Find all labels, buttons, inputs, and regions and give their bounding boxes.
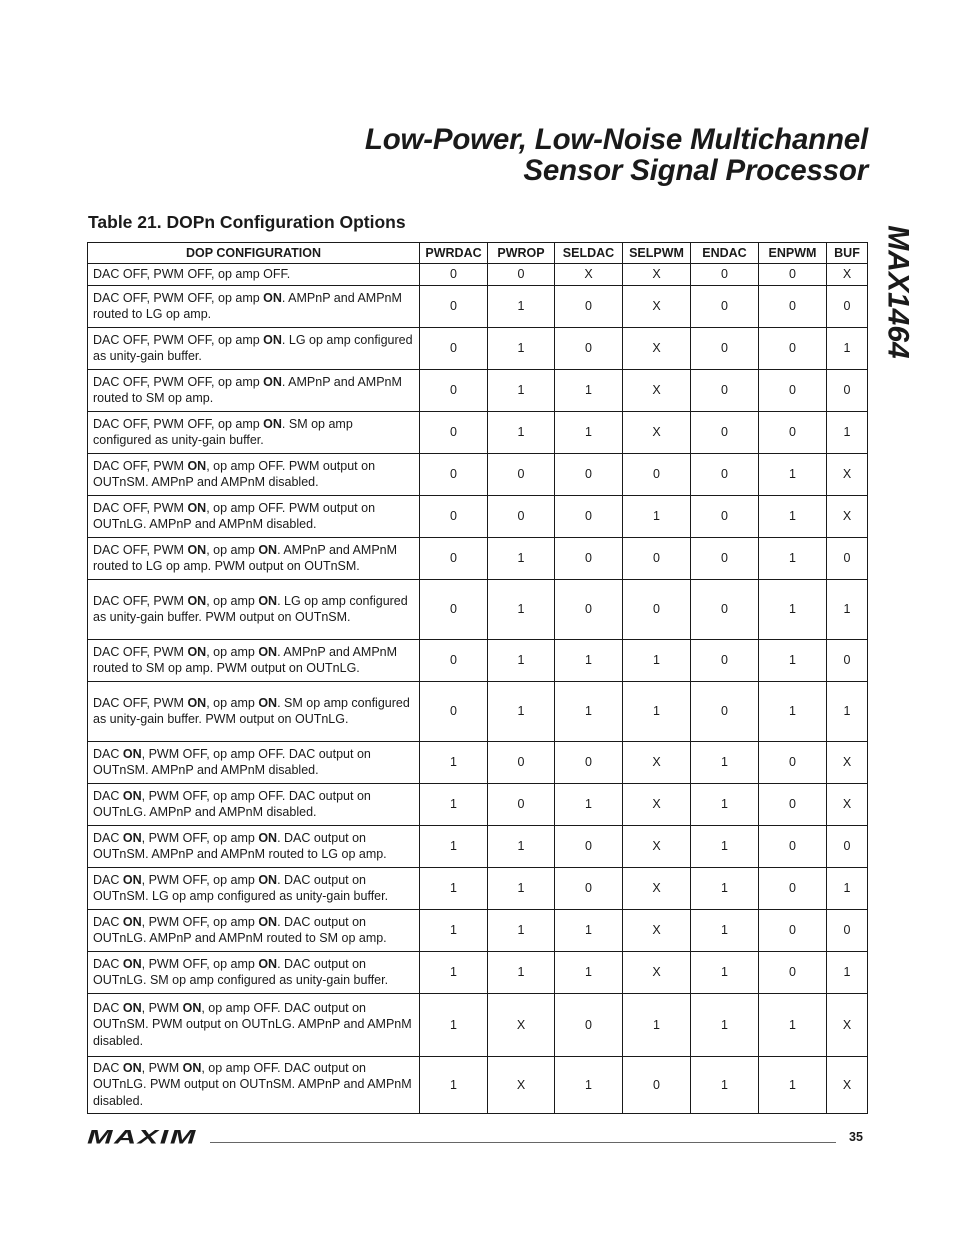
row-value: 0 (488, 495, 555, 537)
row-value: 1 (420, 825, 488, 867)
table-row (88, 285, 868, 327)
row-value: X (488, 993, 555, 1056)
row-description (88, 411, 420, 453)
description-text: DAC OFF, PWM OFF, op amp (93, 290, 264, 305)
description-emphasis: ON (122, 830, 142, 845)
table-row (88, 993, 868, 1056)
description-emphasis: ON (263, 332, 282, 347)
row-value: 0 (691, 453, 759, 495)
row-value: 1 (691, 909, 759, 951)
row-value: 0 (759, 951, 827, 993)
description-emphasis: ON (182, 1000, 202, 1015)
row-value: 0 (827, 825, 868, 867)
row-description (88, 264, 420, 286)
description-emphasis: ON (263, 374, 282, 389)
row-value: 1 (759, 681, 827, 741)
description-text: . AMPnP and AMPnM routed to SM op amp. (93, 374, 402, 405)
description-text: , op amp OFF. DAC output on OUTnSM. PWM output on OUTnLG. AMPnP and AMPnM disabled. (93, 1000, 412, 1048)
row-value: X (623, 951, 691, 993)
row-description (88, 495, 420, 537)
row-description (88, 825, 420, 867)
row-value: 0 (691, 327, 759, 369)
row-value: 0 (759, 741, 827, 783)
row-description (88, 327, 420, 369)
description-text: , PWM OFF, op amp (141, 830, 259, 845)
row-value: 1 (759, 579, 827, 639)
row-value: 0 (623, 579, 691, 639)
row-value: 0 (488, 741, 555, 783)
row-description (88, 537, 420, 579)
description-text: . LG op amp configured as unity-gain buffer. (93, 332, 413, 363)
row-value: 0 (623, 537, 691, 579)
row-value: 1 (759, 639, 827, 681)
row-value: 0 (420, 264, 488, 286)
row-value: 1 (555, 1056, 623, 1113)
description-emphasis: ON (122, 914, 142, 929)
row-value: 1 (420, 867, 488, 909)
description-emphasis: ON (258, 914, 278, 929)
table-row (88, 825, 868, 867)
row-value: 1 (420, 909, 488, 951)
row-value: 1 (488, 411, 555, 453)
row-value: X (827, 495, 868, 537)
description-text: . SM op amp configured as unity-gain buffer. PWM output on OUTnLG. (93, 695, 410, 726)
document-title-line-2: Sensor Signal Processor (523, 154, 868, 187)
row-value: 0 (488, 264, 555, 286)
description-text: . DAC output on OUTnSM. AMPnP and AMPnM routed to LG op amp. (93, 830, 387, 861)
row-description (88, 369, 420, 411)
row-value: 0 (420, 369, 488, 411)
table-row (88, 741, 868, 783)
description-text: DAC (93, 1000, 123, 1015)
description-emphasis: ON (122, 1060, 142, 1075)
row-value: 1 (759, 537, 827, 579)
description-emphasis: ON (122, 872, 142, 887)
row-value: X (827, 1056, 868, 1113)
description-emphasis: ON (187, 542, 207, 557)
description-text: DAC OFF, PWM (93, 458, 188, 473)
row-value: X (827, 783, 868, 825)
row-value: 1 (488, 867, 555, 909)
table-row (88, 951, 868, 993)
row-description (88, 909, 420, 951)
row-value: X (623, 909, 691, 951)
header-endac: ENDAC (691, 243, 759, 264)
row-description (88, 1056, 420, 1113)
row-value: 1 (759, 453, 827, 495)
row-value: 1 (420, 951, 488, 993)
row-value: 0 (420, 453, 488, 495)
row-value: 0 (691, 639, 759, 681)
table-body (88, 264, 868, 1114)
row-value: X (827, 453, 868, 495)
row-value: 1 (488, 327, 555, 369)
row-value: X (623, 285, 691, 327)
row-value: 0 (420, 285, 488, 327)
description-emphasis: ON (258, 872, 278, 887)
description-text: DAC OFF, PWM OFF, op amp (93, 332, 264, 347)
row-value: 1 (555, 411, 623, 453)
maxim-logo-text: MAXIM (87, 1128, 198, 1146)
description-emphasis: ON (122, 746, 142, 761)
row-value: 0 (555, 993, 623, 1056)
row-value: 1 (827, 681, 868, 741)
row-value: 0 (555, 825, 623, 867)
description-emphasis: ON (187, 500, 207, 515)
row-value: 1 (827, 411, 868, 453)
description-text: . DAC output on OUTnLG. SM op amp configured as unity-gain buffer. (93, 956, 389, 987)
row-value: 1 (691, 951, 759, 993)
header-enpwm: ENPWM (759, 243, 827, 264)
row-value: 0 (555, 285, 623, 327)
description-text: , op amp OFF. PWM output on OUTnLG. AMPnP and AMPnM disabled. (93, 500, 376, 531)
header-buf: BUF (827, 243, 868, 264)
header-pwrop: PWROP (488, 243, 555, 264)
table-row (88, 369, 868, 411)
row-value: 0 (691, 681, 759, 741)
row-value: 1 (488, 909, 555, 951)
row-value: X (623, 741, 691, 783)
description-emphasis: ON (258, 956, 278, 971)
row-value: 1 (691, 783, 759, 825)
description-emphasis: ON (258, 644, 278, 659)
row-value: 0 (420, 579, 488, 639)
description-text: DAC (93, 914, 123, 929)
row-value: 0 (827, 639, 868, 681)
description-text: DAC OFF, PWM OFF, op amp OFF. (93, 267, 291, 281)
row-value: 0 (691, 495, 759, 537)
table-row (88, 537, 868, 579)
row-description (88, 579, 420, 639)
row-description (88, 285, 420, 327)
footer-rule (210, 1142, 836, 1143)
row-description (88, 453, 420, 495)
description-text: , PWM OFF, op amp (141, 872, 259, 887)
description-text: , PWM OFF, op amp OFF. DAC output on OUTnLG. AMPnP and AMPnM disabled. (93, 788, 371, 819)
row-value: X (555, 264, 623, 286)
row-value: 0 (420, 411, 488, 453)
description-emphasis: ON (263, 416, 282, 431)
row-description (88, 783, 420, 825)
row-description (88, 681, 420, 741)
description-text: , op amp (206, 593, 259, 608)
row-value: X (623, 327, 691, 369)
row-value: 1 (827, 579, 868, 639)
row-value: 0 (827, 285, 868, 327)
row-value: 0 (827, 909, 868, 951)
row-value: X (623, 411, 691, 453)
row-value: 0 (827, 369, 868, 411)
row-value: 0 (420, 495, 488, 537)
table-row (88, 639, 868, 681)
description-text: . DAC output on OUTnLG. AMPnP and AMPnM routed to SM op amp. (93, 914, 387, 945)
row-value: 0 (759, 285, 827, 327)
row-value: 0 (759, 264, 827, 286)
row-value: 0 (488, 783, 555, 825)
row-value: 0 (759, 867, 827, 909)
row-value: 1 (623, 639, 691, 681)
description-text: , op amp (206, 644, 259, 659)
side-part-number (870, 212, 926, 372)
row-value: 0 (691, 285, 759, 327)
description-text: DAC OFF, PWM (93, 644, 188, 659)
table-row (88, 411, 868, 453)
row-value: 0 (420, 327, 488, 369)
row-value: 1 (555, 369, 623, 411)
table-row (88, 453, 868, 495)
description-emphasis: ON (122, 788, 142, 803)
row-value: 1 (759, 993, 827, 1056)
table-row (88, 867, 868, 909)
row-value: 1 (827, 951, 868, 993)
table-row (88, 495, 868, 537)
description-emphasis: ON (258, 830, 278, 845)
row-value: 1 (488, 537, 555, 579)
row-value: 1 (827, 867, 868, 909)
description-emphasis: ON (187, 458, 207, 473)
description-text: DAC (93, 872, 123, 887)
row-value: 0 (623, 1056, 691, 1113)
table-header-row (88, 243, 868, 264)
row-value: 1 (420, 741, 488, 783)
row-value: 1 (691, 825, 759, 867)
description-emphasis: ON (122, 956, 142, 971)
document-title-line-1: Low-Power, Low-Noise Multichannel (364, 123, 868, 156)
description-emphasis: ON (258, 695, 278, 710)
row-value: 1 (555, 681, 623, 741)
row-value: 1 (488, 579, 555, 639)
description-text: DAC OFF, PWM (93, 500, 188, 515)
row-value: 1 (623, 681, 691, 741)
table-row (88, 681, 868, 741)
row-value: X (827, 741, 868, 783)
description-text: . AMPnP and AMPnM routed to LG op amp. PWM output on OUTnSM. (93, 542, 398, 573)
row-value: X (827, 264, 868, 286)
table-caption: Table 21. DOPn Configuration Options (88, 212, 406, 232)
row-value: 1 (759, 495, 827, 537)
row-value: 0 (555, 537, 623, 579)
description-emphasis: ON (182, 1060, 202, 1075)
row-value: 0 (420, 639, 488, 681)
row-value: X (488, 1056, 555, 1113)
document-title (365, 124, 868, 186)
description-text: , PWM (141, 1060, 183, 1075)
header-selpwm: SELPWM (623, 243, 691, 264)
row-value: 1 (488, 825, 555, 867)
row-value: 1 (691, 993, 759, 1056)
row-value: 0 (691, 369, 759, 411)
table-row (88, 264, 868, 286)
row-value: 0 (555, 327, 623, 369)
description-emphasis: ON (263, 290, 282, 305)
row-value: 1 (759, 1056, 827, 1113)
description-text: , op amp (206, 695, 259, 710)
row-description (88, 951, 420, 993)
row-value: 0 (759, 783, 827, 825)
description-emphasis: ON (258, 542, 278, 557)
row-value: 1 (691, 867, 759, 909)
row-value: 1 (691, 1056, 759, 1113)
row-description (88, 741, 420, 783)
description-text: , op amp OFF. DAC output on OUTnLG. PWM output on OUTnSM. AMPnP and AMPnM disabled. (93, 1060, 412, 1108)
header-dop-configuration: DOP CONFIGURATION (88, 243, 420, 264)
row-value: X (623, 369, 691, 411)
maxim-logo (87, 1128, 199, 1146)
description-text: . AMPnP and AMPnM routed to LG op amp. (93, 290, 402, 321)
part-number-label: MAX1464 (882, 225, 915, 359)
row-value: 1 (623, 495, 691, 537)
description-text: , PWM OFF, op amp OFF. DAC output on OUTnSM. AMPnP and AMPnM disabled. (93, 746, 371, 777)
row-description (88, 639, 420, 681)
description-text: , PWM OFF, op amp (141, 956, 259, 971)
header-seldac: SELDAC (555, 243, 623, 264)
description-text: DAC OFF, PWM (93, 695, 188, 710)
row-value: X (827, 993, 868, 1056)
description-text: , op amp (206, 542, 259, 557)
description-emphasis: ON (187, 644, 207, 659)
description-text: . SM op amp configured as unity-gain buffer. (93, 416, 353, 447)
row-value: 0 (555, 579, 623, 639)
description-text: DAC (93, 1060, 123, 1075)
row-value: 0 (555, 741, 623, 783)
description-text: DAC OFF, PWM OFF, op amp (93, 416, 264, 431)
row-value: 1 (488, 639, 555, 681)
row-value: 0 (759, 411, 827, 453)
row-value: 1 (555, 909, 623, 951)
description-text: DAC (93, 746, 123, 761)
row-value: 1 (555, 639, 623, 681)
row-description (88, 867, 420, 909)
row-value: 1 (420, 1056, 488, 1113)
table-row (88, 1056, 868, 1113)
row-value: X (623, 783, 691, 825)
description-emphasis: ON (122, 1000, 142, 1015)
row-value: 0 (691, 264, 759, 286)
table-row (88, 579, 868, 639)
row-value: 0 (759, 369, 827, 411)
table-row (88, 909, 868, 951)
description-text: , PWM (141, 1000, 183, 1015)
row-value: 0 (420, 681, 488, 741)
row-value: 1 (827, 327, 868, 369)
row-value: X (623, 264, 691, 286)
row-value: X (623, 867, 691, 909)
row-value: 1 (488, 369, 555, 411)
description-text: . DAC output on OUTnSM. LG op amp configured as unity-gain buffer. (93, 872, 389, 903)
row-value: 0 (759, 825, 827, 867)
description-text: DAC (93, 830, 123, 845)
row-value: 0 (759, 327, 827, 369)
description-text: , PWM OFF, op amp (141, 914, 259, 929)
description-text: . LG op amp configured as unity-gain buffer. PWM output on OUTnSM. (93, 593, 408, 624)
description-text: DAC OFF, PWM OFF, op amp (93, 374, 264, 389)
table-row (88, 783, 868, 825)
row-value: 0 (420, 537, 488, 579)
page-number: 35 (849, 1130, 863, 1144)
description-text: DAC (93, 788, 123, 803)
row-value: 0 (827, 537, 868, 579)
row-value: 0 (691, 411, 759, 453)
description-emphasis: ON (258, 593, 278, 608)
row-value: 1 (555, 783, 623, 825)
row-value: 0 (555, 495, 623, 537)
table-row (88, 327, 868, 369)
row-value: X (623, 825, 691, 867)
row-value: 0 (691, 537, 759, 579)
row-value: 1 (488, 285, 555, 327)
row-value: 1 (488, 681, 555, 741)
header-pwrdac: PWRDAC (420, 243, 488, 264)
description-text: DAC OFF, PWM (93, 542, 188, 557)
description-emphasis: ON (187, 593, 207, 608)
description-text: DAC (93, 956, 123, 971)
row-value: 0 (691, 579, 759, 639)
row-value: 0 (623, 453, 691, 495)
row-value: 0 (555, 867, 623, 909)
row-value: 0 (488, 453, 555, 495)
description-text: , op amp OFF. PWM output on OUTnSM. AMPnP and AMPnM disabled. (93, 458, 376, 489)
row-value: 1 (488, 951, 555, 993)
row-value: 1 (555, 951, 623, 993)
description-text: DAC OFF, PWM (93, 593, 188, 608)
dopn-configuration-table (87, 242, 868, 1114)
row-value: 0 (759, 909, 827, 951)
description-emphasis: ON (187, 695, 207, 710)
row-value: 1 (420, 993, 488, 1056)
row-value: 1 (623, 993, 691, 1056)
row-value: 0 (555, 453, 623, 495)
row-value: 1 (420, 783, 488, 825)
description-text: . AMPnP and AMPnM routed to SM op amp. PWM output on OUTnLG. (93, 644, 398, 675)
row-value: 1 (691, 741, 759, 783)
row-description (88, 993, 420, 1056)
